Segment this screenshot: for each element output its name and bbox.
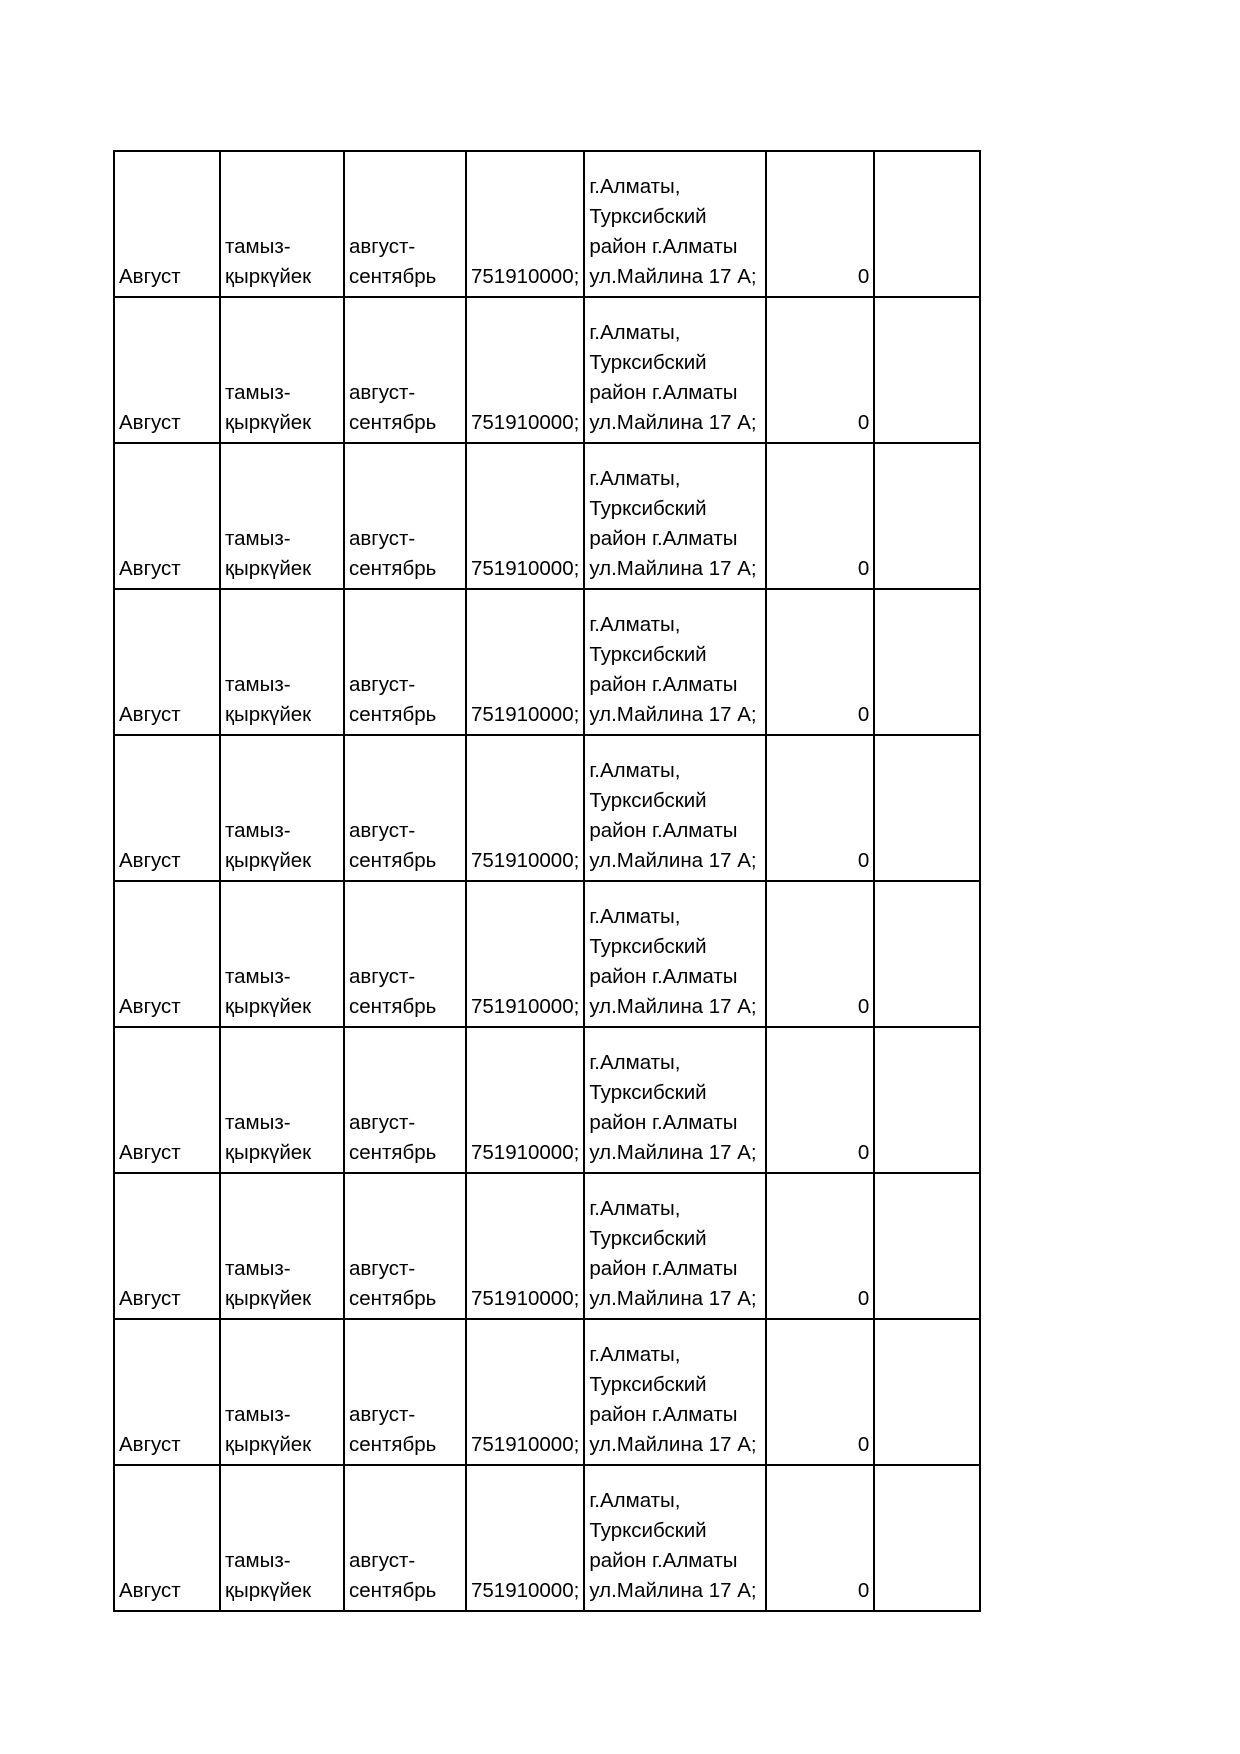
month-cell: Август <box>114 1173 220 1319</box>
table-row <box>114 297 980 443</box>
month-cell: Август <box>114 589 220 735</box>
address-cell: г.Алматы, Турксибский район г.Алматы ул.Майлина 17 А; <box>584 1173 766 1319</box>
value-cell: 0 <box>766 1465 874 1611</box>
value-cell: 0 <box>766 735 874 881</box>
period-ru-cell: август- сентябрь <box>344 1173 466 1319</box>
address-cell: г.Алматы, Турксибский район г.Алматы ул.Майлина 17 А; <box>584 297 766 443</box>
address-cell: г.Алматы, Турксибский район г.Алматы ул.Майлина 17 А; <box>584 589 766 735</box>
table-row <box>114 1319 980 1465</box>
month-cell: Август <box>114 297 220 443</box>
address-cell: г.Алматы, Турксибский район г.Алматы ул.Майлина 17 А; <box>584 443 766 589</box>
period-ru-cell: август- сентябрь <box>344 297 466 443</box>
address-cell: г.Алматы, Турксибский район г.Алматы ул.Майлина 17 А; <box>584 151 766 297</box>
extra-cell <box>874 589 980 735</box>
value-cell: 0 <box>766 297 874 443</box>
address-cell: г.Алматы, Турксибский район г.Алматы ул.Майлина 17 А; <box>584 1465 766 1611</box>
value-cell: 0 <box>766 443 874 589</box>
period-ru-cell: август- сентябрь <box>344 1319 466 1465</box>
address-cell: г.Алматы, Турксибский район г.Алматы ул.Майлина 17 А; <box>584 1319 766 1465</box>
code-cell: 751910000; <box>466 589 584 735</box>
period-ru-cell: август- сентябрь <box>344 1465 466 1611</box>
table-row <box>114 443 980 589</box>
month-cell: Август <box>114 1027 220 1173</box>
value-cell: 0 <box>766 589 874 735</box>
period-ru-cell: август- сентябрь <box>344 1027 466 1173</box>
document-table <box>113 150 981 1612</box>
table-row <box>114 151 980 297</box>
table-body <box>114 151 980 1611</box>
code-cell: 751910000; <box>466 1027 584 1173</box>
month-cell: Август <box>114 151 220 297</box>
table-row <box>114 1027 980 1173</box>
value-cell: 0 <box>766 1173 874 1319</box>
table-row <box>114 589 980 735</box>
code-cell: 751910000; <box>466 1465 584 1611</box>
period-kz-cell: тамыз- қыркүйек <box>220 297 344 443</box>
period-kz-cell: тамыз- қыркүйек <box>220 151 344 297</box>
value-cell: 0 <box>766 1319 874 1465</box>
address-cell: г.Алматы, Турксибский район г.Алматы ул.Майлина 17 А; <box>584 1027 766 1173</box>
code-cell: 751910000; <box>466 297 584 443</box>
address-cell: г.Алматы, Турксибский район г.Алматы ул.Майлина 17 А; <box>584 735 766 881</box>
period-kz-cell: тамыз- қыркүйек <box>220 589 344 735</box>
table-row <box>114 735 980 881</box>
code-cell: 751910000; <box>466 151 584 297</box>
period-ru-cell: август- сентябрь <box>344 881 466 1027</box>
value-cell: 0 <box>766 151 874 297</box>
period-kz-cell: тамыз- қыркүйек <box>220 881 344 1027</box>
period-ru-cell: август- сентябрь <box>344 443 466 589</box>
period-kz-cell: тамыз- қыркүйек <box>220 735 344 881</box>
period-kz-cell: тамыз- қыркүйек <box>220 1173 344 1319</box>
period-ru-cell: август- сентябрь <box>344 735 466 881</box>
extra-cell <box>874 443 980 589</box>
month-cell: Август <box>114 881 220 1027</box>
table-row <box>114 1173 980 1319</box>
extra-cell <box>874 1027 980 1173</box>
period-ru-cell: август- сентябрь <box>344 589 466 735</box>
extra-cell <box>874 1173 980 1319</box>
value-cell: 0 <box>766 1027 874 1173</box>
month-cell: Август <box>114 1465 220 1611</box>
month-cell: Август <box>114 735 220 881</box>
code-cell: 751910000; <box>466 881 584 1027</box>
extra-cell <box>874 1319 980 1465</box>
address-cell: г.Алматы, Турксибский район г.Алматы ул.Майлина 17 А; <box>584 881 766 1027</box>
extra-cell <box>874 297 980 443</box>
extra-cell <box>874 735 980 881</box>
period-kz-cell: тамыз- қыркүйек <box>220 1465 344 1611</box>
code-cell: 751910000; <box>466 1173 584 1319</box>
month-cell: Август <box>114 443 220 589</box>
table-row <box>114 1465 980 1611</box>
period-kz-cell: тамыз- қыркүйек <box>220 1319 344 1465</box>
code-cell: 751910000; <box>466 443 584 589</box>
period-ru-cell: август- сентябрь <box>344 151 466 297</box>
period-kz-cell: тамыз- қыркүйек <box>220 443 344 589</box>
extra-cell <box>874 151 980 297</box>
extra-cell <box>874 1465 980 1611</box>
table-row <box>114 881 980 1027</box>
period-kz-cell: тамыз- қыркүйек <box>220 1027 344 1173</box>
code-cell: 751910000; <box>466 735 584 881</box>
code-cell: 751910000; <box>466 1319 584 1465</box>
month-cell: Август <box>114 1319 220 1465</box>
value-cell: 0 <box>766 881 874 1027</box>
extra-cell <box>874 881 980 1027</box>
